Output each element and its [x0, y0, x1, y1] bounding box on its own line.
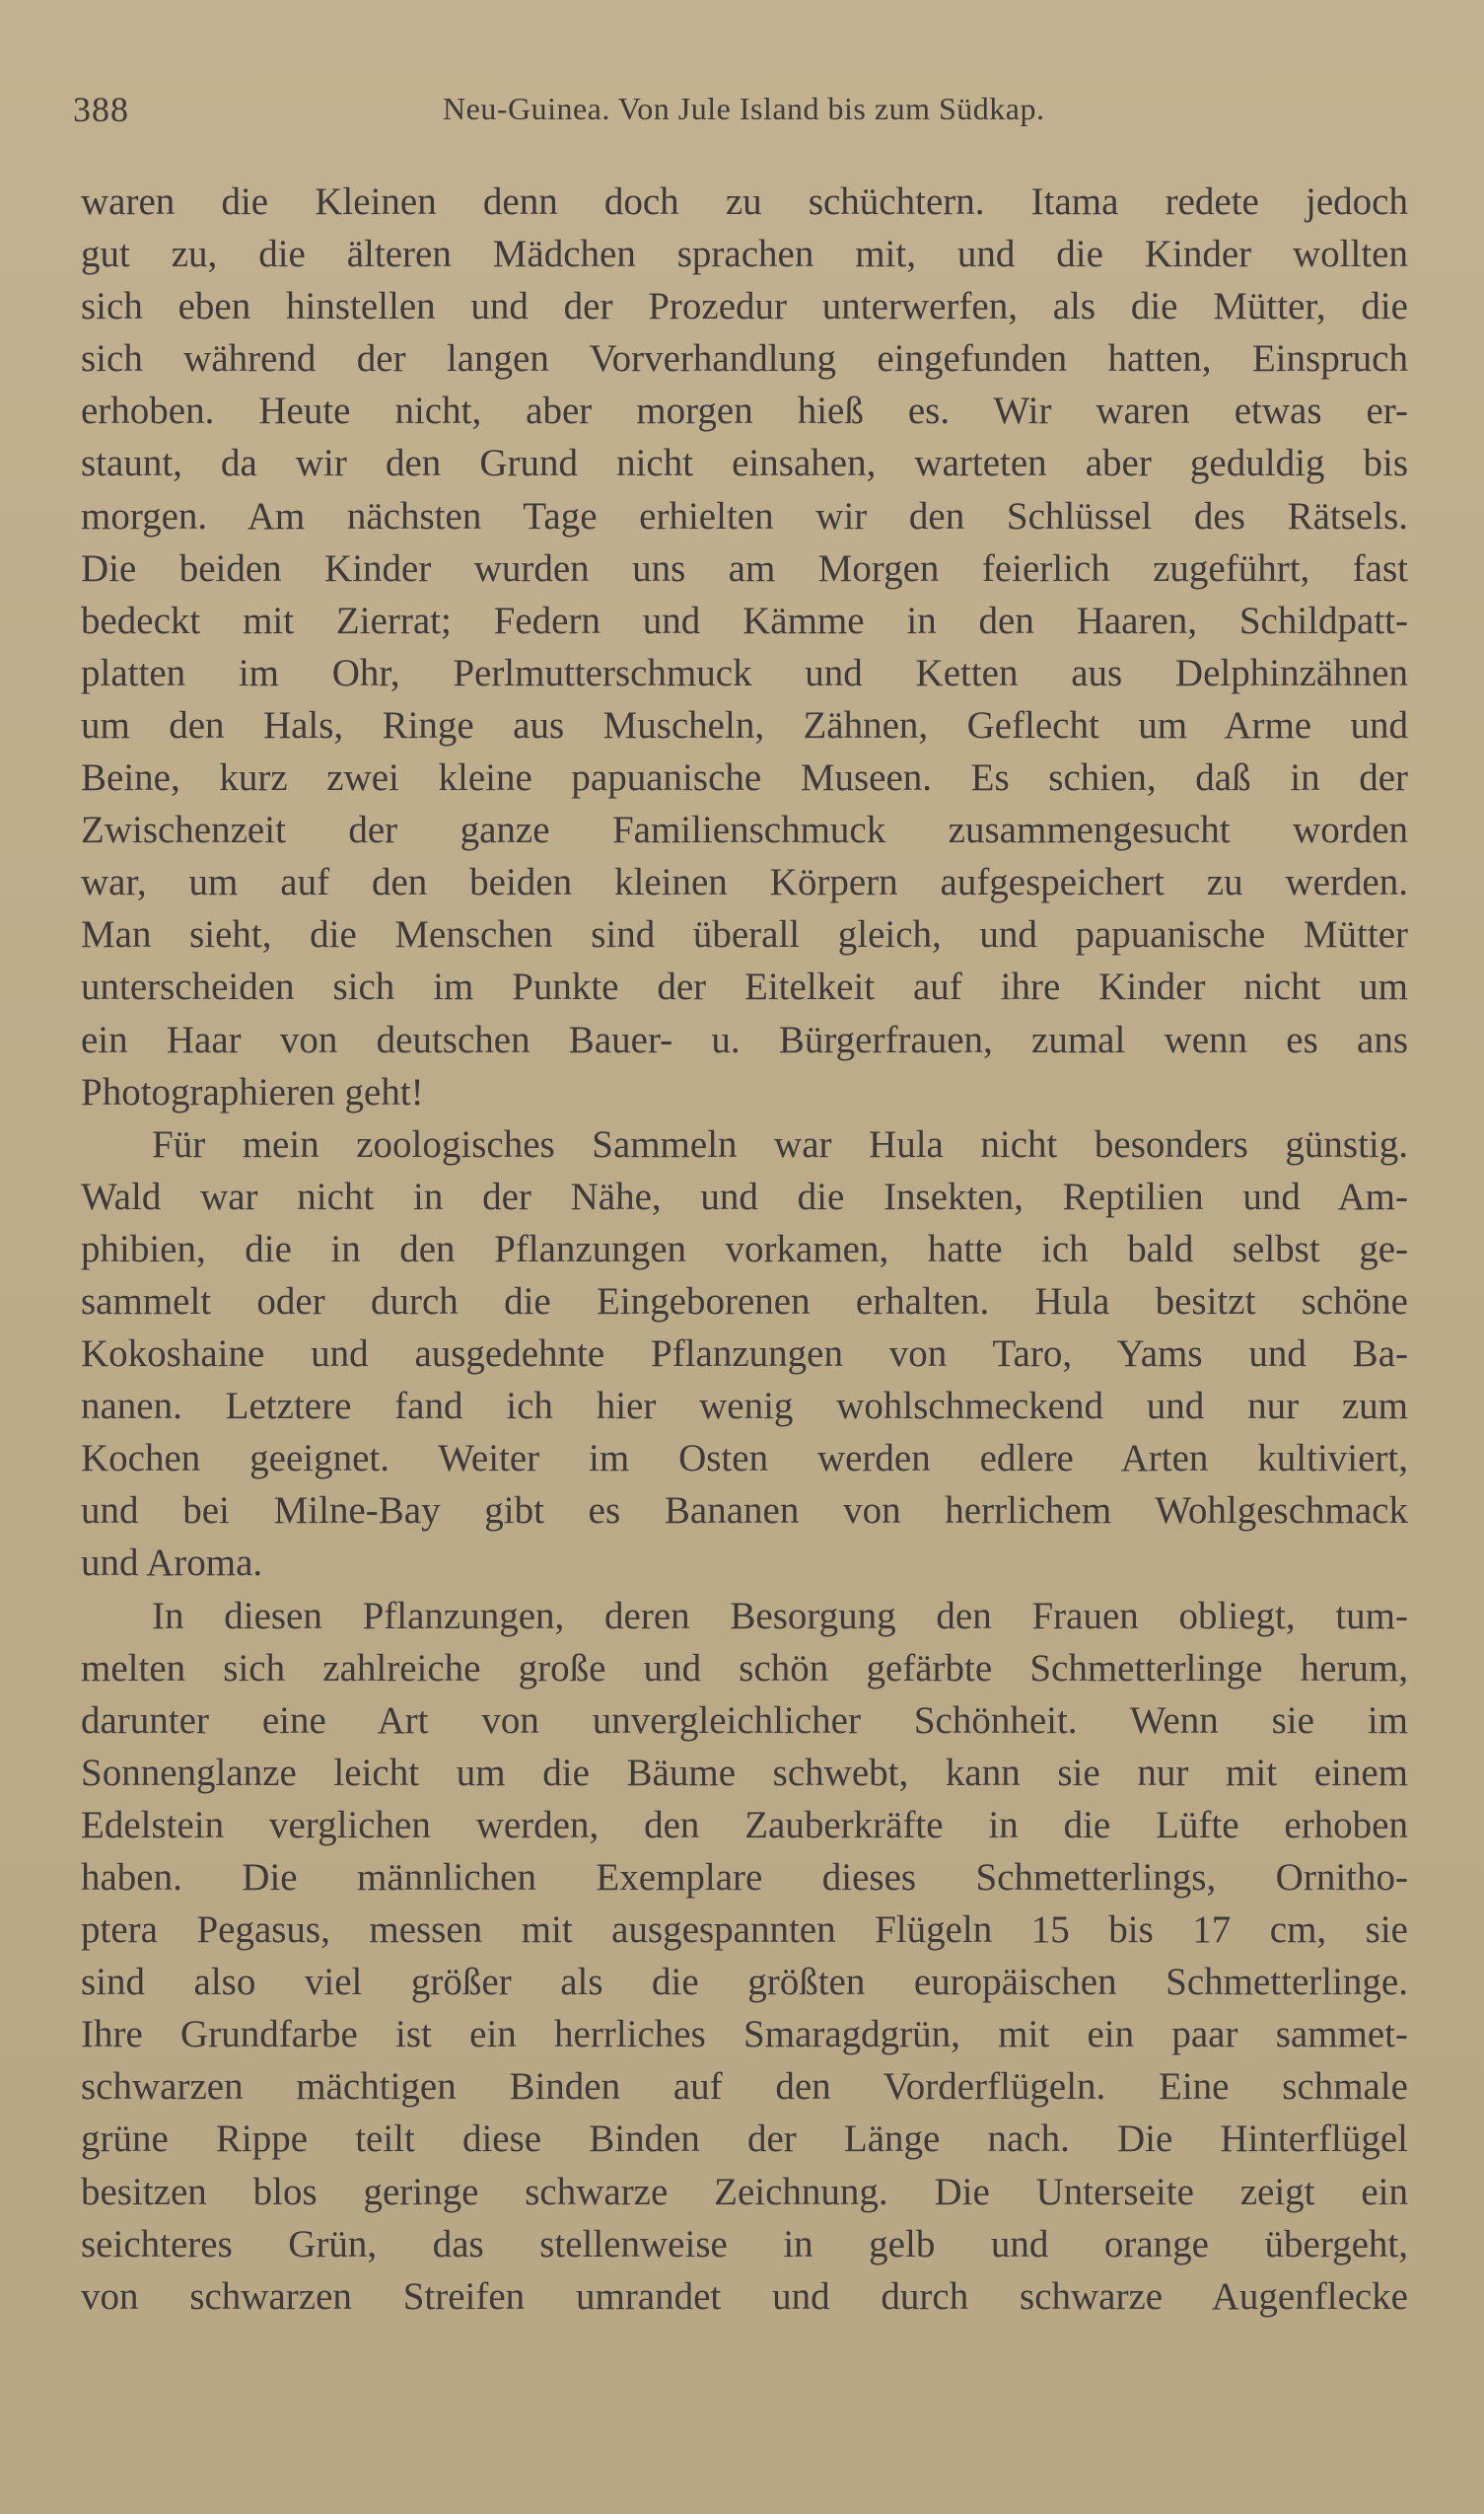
- text-line: und bei Milne-Bay gibt es Bananen von herrlichem Wohlgeschmack: [81, 1489, 1408, 1533]
- text-line: um den Hals, Ringe aus Muscheln, Zähnen, Geflecht um Arme und: [81, 703, 1408, 747]
- page-number: 388: [73, 90, 129, 129]
- text-line: haben. Die männlichen Exemplare dieses Schmetterlings, Ornitho-: [81, 1856, 1408, 1899]
- text-line: darunter eine Art von unvergleichlicher Schönheit. Wenn sie im: [81, 1698, 1408, 1742]
- text-line: seichteres Grün, das stellenweise in gelb und orange übergeht,: [81, 2222, 1408, 2265]
- text-line: sammelt oder durch die Eingeborenen erhalten. Hula besitzt schöne: [81, 1279, 1408, 1323]
- text-line: bedeckt mit Zierrat; Federn und Kämme in den Haaren, Schildpatt-: [81, 599, 1408, 642]
- text-line: Photographieren geht!: [81, 1070, 424, 1113]
- text-line: platten im Ohr, Perlmutterschmuck und Ketten aus Delphinzähnen: [81, 651, 1408, 694]
- text-line: staunt, da wir den Grund nicht einsahen, warteten aber geduldig bis: [81, 442, 1408, 485]
- text-line: von schwarzen Streifen umrandet und durch schwarze Augenflecke: [81, 2274, 1408, 2318]
- text-line: morgen. Am nächsten Tage erhielten wir den Schlüssel des Rätsels.: [81, 494, 1408, 538]
- text-line: nanen. Letztere fand ich hier wenig wohlschmeckend und nur zum: [81, 1385, 1408, 1428]
- text-line: Beine, kurz zwei kleine papuanische Museen. Es schien, daß in der: [81, 756, 1408, 800]
- text-line: waren die Kleinen denn doch zu schüchtern. Itama redete jedoch: [81, 180, 1408, 223]
- running-title: Neu-Guinea. Von Jule Island bis zum Südkap.: [443, 91, 1045, 126]
- text-line: gut zu, die älteren Mädchen sprachen mit, und die Kinder wollten: [81, 233, 1408, 276]
- page-header: [73, 89, 1414, 134]
- text-line: Sonnenglanze leicht um die Bäume schwebt, kann sie nur mit einem: [81, 1751, 1408, 1794]
- body-text: [81, 176, 1408, 2323]
- text-line: unterscheiden sich im Punkte der Eitelkeit auf ihre Kinder nicht um: [81, 966, 1408, 1009]
- text-line: Die beiden Kinder wurden uns am Morgen feierlich zugeführt, fast: [81, 546, 1408, 590]
- text-line: Edelstein verglichen werden, den Zauberkräfte in die Lüfte erhoben: [81, 1803, 1408, 1846]
- text-line: und Aroma.: [81, 1542, 263, 1585]
- text-line: sich eben hinstellen und der Prozedur unterwerfen, als die Mütter, die: [81, 285, 1408, 328]
- text-line: erhoben. Heute nicht, aber morgen hieß es. Wir waren etwas er-: [81, 390, 1408, 433]
- text-line: Kochen geeignet. Weiter im Osten werden edlere Arten kultiviert,: [81, 1437, 1408, 1480]
- text-line: sind also viel größer als die größten europäischen Schmetterlinge.: [81, 1961, 1408, 2004]
- text-line: sich während der langen Vorverhandlung eingefunden hatten, Einspruch: [81, 337, 1408, 381]
- text-line: Für mein zoologisches Sammeln war Hula nicht besonders günstig.: [152, 1122, 1408, 1166]
- text-line: schwarzen mächtigen Binden auf den Vorderflügeln. Eine schmale: [81, 2065, 1408, 2109]
- text-line: ein Haar von deutschen Bauer- u. Bürgerfrauen, zumal wenn es ans: [81, 1018, 1408, 1061]
- text-line: besitzen blos geringe schwarze Zeichnung. Die Unterseite zeigt ein: [81, 2170, 1408, 2213]
- text-line: Man sieht, die Menschen sind überall gleich, und papuanische Mütter: [81, 913, 1408, 957]
- text-line: Ihre Grundfarbe ist ein herrliches Smaragdgrün, mit ein paar sammet-: [81, 2013, 1408, 2056]
- text-line: Zwischenzeit der ganze Familienschmuck zusammengesucht worden: [81, 809, 1408, 852]
- text-line: melten sich zahlreiche große und schön gefärbte Schmetterlinge herum,: [81, 1646, 1408, 1689]
- text-line: grüne Rippe teilt diese Binden der Länge nach. Die Hinterflügel: [81, 2118, 1408, 2161]
- text-line: ptera Pegasus, messen mit ausgespannten Flügeln 15 bis 17 cm, sie: [81, 1908, 1408, 1952]
- text-line: In diesen Pflanzungen, deren Besorgung den Frauen obliegt, tum-: [152, 1594, 1408, 1637]
- text-line: Wald war nicht in der Nähe, und die Insekten, Reptilien und Am-: [81, 1175, 1408, 1218]
- text-line: phibien, die in den Pflanzungen vorkamen, hatte ich bald selbst ge-: [81, 1227, 1408, 1270]
- text-line: war, um auf den beiden kleinen Körpern aufgespeichert zu werden.: [81, 861, 1408, 904]
- text-line: Kokoshaine und ausgedehnte Pflanzungen von Taro, Yams und Ba-: [81, 1332, 1408, 1376]
